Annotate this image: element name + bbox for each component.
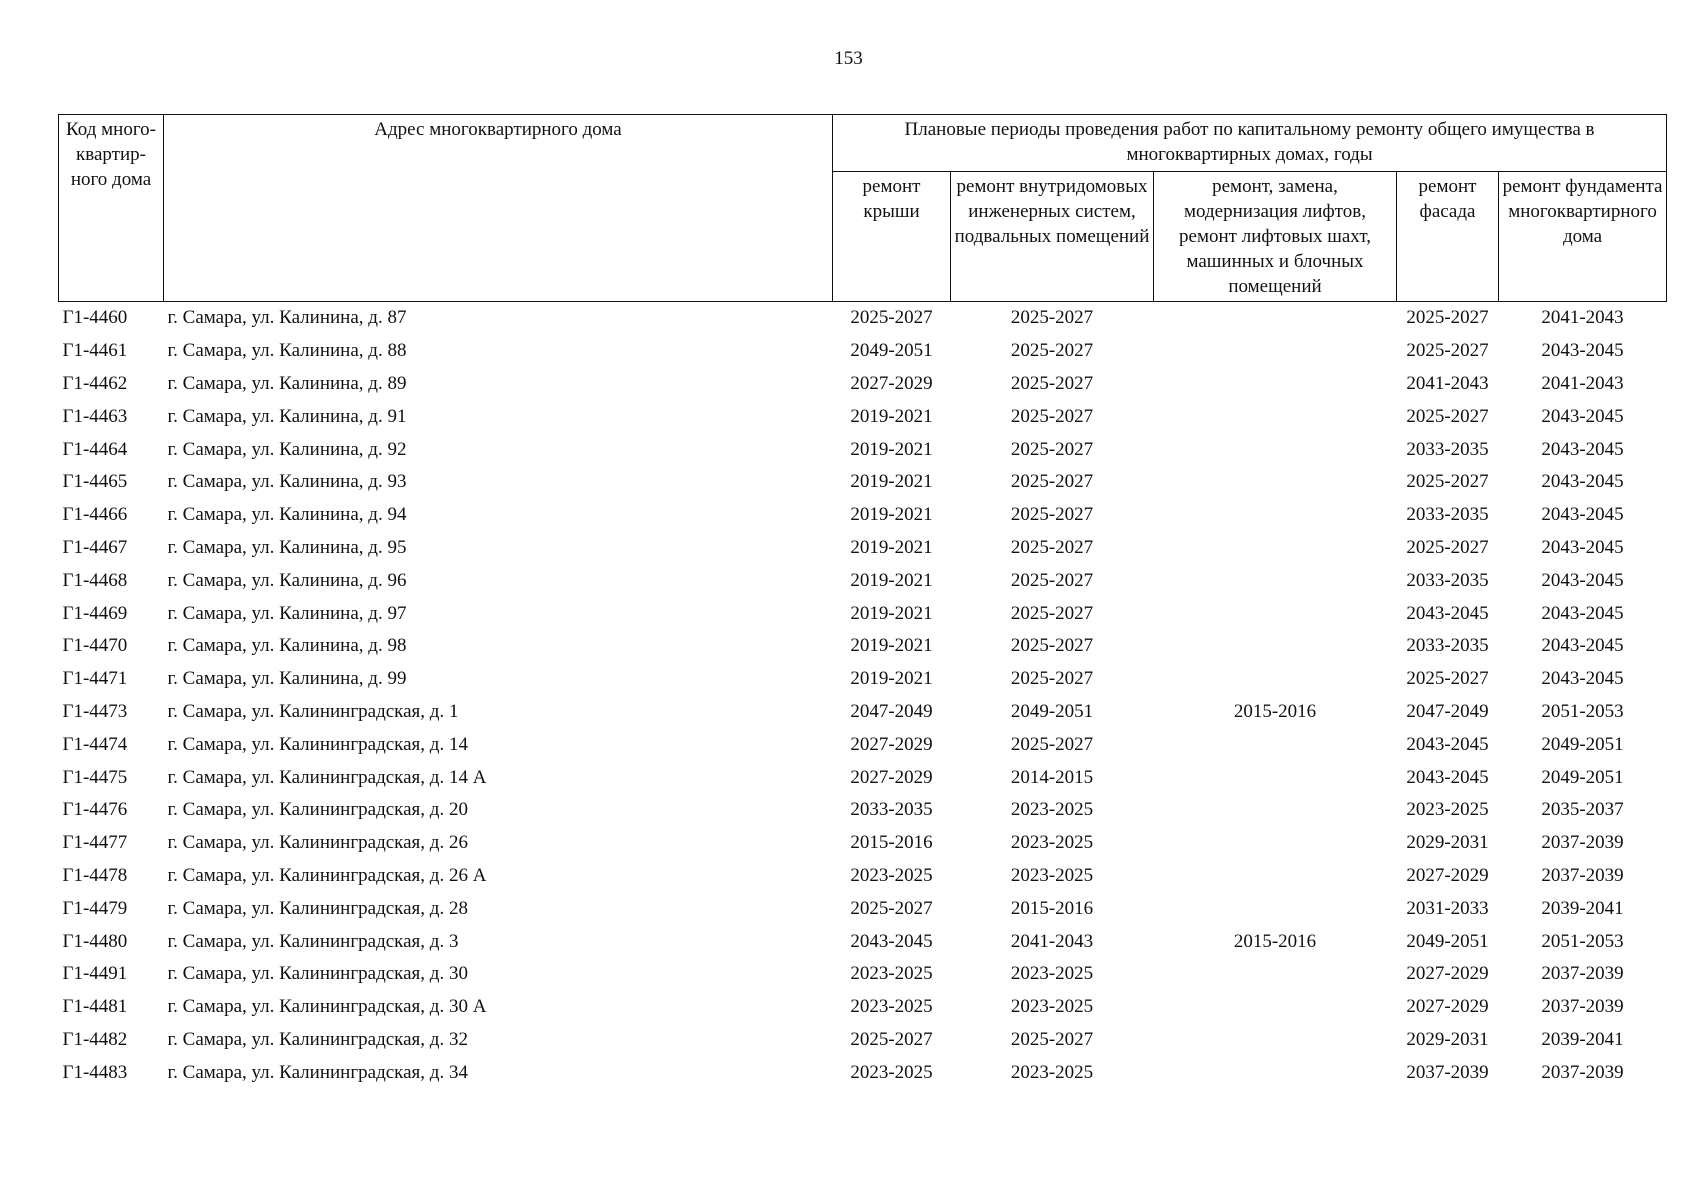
- cell-address: г. Самара, ул. Калининградская, д. 32: [167, 1028, 468, 1050]
- cell-facade: 2027-2029: [1406, 996, 1489, 1018]
- cell-elevators: [1154, 991, 1397, 1024]
- table-row: [59, 400, 1667, 433]
- cell-code: Г1-4478: [62, 864, 128, 886]
- cell-roof: 2023-2025: [850, 864, 933, 886]
- cell-roof: 2023-2025: [850, 963, 933, 985]
- cell-foundation: 2043-2045: [1541, 602, 1624, 624]
- cell-facade: 2043-2045: [1406, 602, 1489, 624]
- cell-roof: 2033-2035: [850, 799, 933, 821]
- table-row: [59, 991, 1667, 1024]
- cell-engineering: 2025-2027: [1010, 438, 1094, 460]
- cell-engineering: 2025-2027: [1010, 504, 1094, 526]
- cell-elevators: [1154, 433, 1397, 466]
- cell-elevators: [1154, 892, 1397, 925]
- cell-engineering: 2025-2027: [1010, 307, 1094, 329]
- cell-facade: 2037-2039: [1406, 1061, 1489, 1083]
- table-row: [59, 499, 1667, 532]
- cell-roof: 2019-2021: [850, 569, 933, 591]
- cell-code: Г1-4473: [62, 700, 128, 722]
- cell-engineering: 2023-2025: [1010, 832, 1094, 854]
- cell-code: Г1-4474: [62, 733, 128, 755]
- cell-facade: 2025-2027: [1406, 536, 1489, 558]
- header-facade: ремонт фасада: [1397, 172, 1499, 302]
- cell-facade: 2049-2051: [1406, 930, 1489, 952]
- cell-address: г. Самара, ул. Калининградская, д. 14: [167, 733, 468, 755]
- cell-code: Г1-4463: [62, 405, 128, 427]
- header-address: Адрес многоквартирного дома: [164, 115, 833, 302]
- cell-engineering: 2025-2027: [1010, 340, 1094, 362]
- cell-facade: 2029-2031: [1406, 1028, 1489, 1050]
- cell-elevators: [1154, 466, 1397, 499]
- cell-roof: 2019-2021: [850, 602, 933, 624]
- table-row: [59, 1024, 1667, 1057]
- cell-elevators: [1154, 827, 1397, 860]
- cell-address: г. Самара, ул. Калинина, д. 87: [167, 307, 407, 329]
- cell-facade: 2041-2043: [1406, 372, 1489, 394]
- cell-address: г. Самара, ул. Калинина, д. 98: [167, 635, 407, 657]
- cell-foundation: 2051-2053: [1541, 700, 1624, 722]
- table-row: [59, 860, 1667, 893]
- cell-code: Г1-4465: [62, 471, 128, 493]
- page-number: 153: [834, 48, 863, 69]
- cell-code: Г1-4481: [62, 996, 128, 1018]
- cell-foundation: 2037-2039: [1541, 963, 1624, 985]
- cell-foundation: 2043-2045: [1541, 536, 1624, 558]
- header-foundation: ремонт фундамента многоквартирного дома: [1499, 172, 1667, 302]
- cell-engineering: 2023-2025: [1010, 1061, 1094, 1083]
- cell-facade: 2033-2035: [1406, 569, 1489, 591]
- cell-code: Г1-4467: [62, 536, 128, 558]
- cell-facade: 2043-2045: [1406, 733, 1489, 755]
- cell-roof: 2023-2025: [850, 1061, 933, 1083]
- cell-elevators: 2015-2016: [1233, 930, 1317, 952]
- cell-engineering: 2023-2025: [1010, 799, 1094, 821]
- cell-engineering: 2025-2027: [1010, 602, 1094, 624]
- cell-roof: 2025-2027: [850, 1028, 933, 1050]
- cell-facade: 2033-2035: [1406, 504, 1489, 526]
- cell-code: Г1-4471: [62, 668, 128, 690]
- cell-foundation: 2043-2045: [1541, 668, 1624, 690]
- cell-address: г. Самара, ул. Калининградская, д. 34: [167, 1061, 468, 1083]
- cell-foundation: 2043-2045: [1541, 405, 1624, 427]
- cell-foundation: 2037-2039: [1541, 832, 1624, 854]
- cell-roof: 2023-2025: [850, 996, 933, 1018]
- cell-address: г. Самара, ул. Калининградская, д. 26: [167, 832, 468, 854]
- cell-roof: 2019-2021: [850, 438, 933, 460]
- cell-facade: 2025-2027: [1406, 405, 1489, 427]
- cell-engineering: 2025-2027: [1010, 536, 1094, 558]
- cell-code: Г1-4469: [62, 602, 128, 624]
- cell-code: Г1-4477: [62, 832, 128, 854]
- cell-engineering: 2025-2027: [1010, 1028, 1094, 1050]
- cell-foundation: 2041-2043: [1541, 307, 1624, 329]
- cell-elevators: [1154, 564, 1397, 597]
- cell-elevators: [1154, 499, 1397, 532]
- cell-elevators: [1154, 400, 1397, 433]
- cell-roof: 2047-2049: [850, 700, 933, 722]
- cell-address: г. Самара, ул. Калинина, д. 99: [167, 668, 407, 690]
- cell-code: Г1-4482: [62, 1028, 128, 1050]
- cell-facade: 2043-2045: [1406, 766, 1489, 788]
- cell-roof: 2019-2021: [850, 504, 933, 526]
- cell-address: г. Самара, ул. Калининградская, д. 30 А: [167, 996, 487, 1018]
- cell-engineering: 2025-2027: [1010, 471, 1094, 493]
- cell-engineering: 2025-2027: [1010, 405, 1094, 427]
- cell-foundation: 2043-2045: [1541, 471, 1624, 493]
- cell-elevators: [1154, 335, 1397, 368]
- header-elevators: ремонт, замена, модернизация лифтов, ремонт лифтовых шахт, машинных и блочных помещений: [1154, 172, 1397, 302]
- cell-facade: 2025-2027: [1406, 340, 1489, 362]
- cell-elevators: 2015-2016: [1233, 700, 1317, 722]
- cell-elevators: [1154, 663, 1397, 696]
- cell-code: Г1-4479: [62, 897, 128, 919]
- cell-engineering: 2025-2027: [1010, 635, 1094, 657]
- cell-elevators: [1154, 860, 1397, 893]
- table-row: [59, 335, 1667, 368]
- cell-engineering: 2025-2027: [1010, 668, 1094, 690]
- cell-elevators: [1154, 532, 1397, 565]
- header-engineering: ремонт внутридомовых инженерных систем, подвальных помещений: [951, 172, 1154, 302]
- header-planned-periods: Плановые периоды проведения работ по капитальному ремонту общего имущества в многоквартирных домах, годы: [833, 115, 1667, 172]
- cell-foundation: 2049-2051: [1541, 766, 1624, 788]
- cell-foundation: 2037-2039: [1541, 996, 1624, 1018]
- cell-facade: 2027-2029: [1406, 963, 1489, 985]
- table-row: [59, 532, 1667, 565]
- cell-roof: 2025-2027: [850, 897, 933, 919]
- cell-roof: 2019-2021: [850, 405, 933, 427]
- cell-foundation: 2049-2051: [1541, 733, 1624, 755]
- cell-address: г. Самара, ул. Калининградская, д. 14 А: [167, 766, 487, 788]
- cell-elevators: [1154, 761, 1397, 794]
- cell-facade: 2025-2027: [1406, 471, 1489, 493]
- cell-roof: 2027-2029: [850, 733, 933, 755]
- cell-elevators: [1154, 728, 1397, 761]
- cell-address: г. Самара, ул. Калининградская, д. 3: [167, 930, 459, 952]
- cell-facade: 2025-2027: [1406, 307, 1489, 329]
- table-row: [59, 696, 1667, 729]
- table-row: [59, 663, 1667, 696]
- repair-schedule-table: [58, 114, 1667, 1089]
- table-row: [59, 368, 1667, 401]
- cell-roof: 2015-2016: [850, 832, 933, 854]
- cell-address: г. Самара, ул. Калининградская, д. 30: [167, 963, 468, 985]
- cell-engineering: 2049-2051: [1010, 700, 1094, 722]
- cell-elevators: [1154, 1024, 1397, 1057]
- table-row: [59, 794, 1667, 827]
- cell-roof: 2049-2051: [850, 340, 933, 362]
- cell-address: г. Самара, ул. Калинина, д. 94: [167, 504, 407, 526]
- cell-address: г. Самара, ул. Калинина, д. 95: [167, 536, 407, 558]
- cell-foundation: 2039-2041: [1541, 1028, 1624, 1050]
- cell-engineering: 2023-2025: [1010, 996, 1094, 1018]
- cell-address: г. Самара, ул. Калинина, д. 96: [167, 569, 407, 591]
- cell-address: г. Самара, ул. Калининградская, д. 20: [167, 799, 468, 821]
- cell-foundation: 2037-2039: [1541, 1061, 1624, 1083]
- cell-foundation: 2051-2053: [1541, 930, 1624, 952]
- cell-roof: 2019-2021: [850, 668, 933, 690]
- table-row: [59, 827, 1667, 860]
- cell-address: г. Самара, ул. Калининградская, д. 1: [167, 700, 459, 722]
- cell-roof: 2027-2029: [850, 766, 933, 788]
- cell-foundation: 2035-2037: [1541, 799, 1624, 821]
- cell-roof: 2025-2027: [850, 307, 933, 329]
- cell-code: Г1-4460: [62, 307, 128, 329]
- cell-code: Г1-4464: [62, 438, 128, 460]
- cell-elevators: [1154, 368, 1397, 401]
- table-header: [59, 115, 1667, 302]
- cell-facade: 2027-2029: [1406, 864, 1489, 886]
- cell-foundation: 2039-2041: [1541, 897, 1624, 919]
- cell-engineering: 2023-2025: [1010, 963, 1094, 985]
- cell-facade: 2033-2035: [1406, 635, 1489, 657]
- table-row: [59, 564, 1667, 597]
- header-code: Код много-квартир-ного дома: [59, 115, 164, 302]
- cell-roof: 2019-2021: [850, 471, 933, 493]
- cell-foundation: 2041-2043: [1541, 372, 1624, 394]
- cell-foundation: 2043-2045: [1541, 635, 1624, 657]
- cell-address: г. Самара, ул. Калинина, д. 92: [167, 438, 407, 460]
- cell-code: Г1-4462: [62, 372, 128, 394]
- table-row: [59, 466, 1667, 499]
- cell-code: Г1-4466: [62, 504, 128, 526]
- cell-engineering: 2025-2027: [1010, 372, 1094, 394]
- cell-foundation: 2043-2045: [1541, 340, 1624, 362]
- cell-engineering: 2023-2025: [1010, 864, 1094, 886]
- cell-roof: 2027-2029: [850, 372, 933, 394]
- cell-foundation: 2043-2045: [1541, 504, 1624, 526]
- cell-elevators: [1154, 302, 1397, 335]
- cell-address: г. Самара, ул. Калинина, д. 89: [167, 372, 407, 394]
- cell-facade: 2023-2025: [1406, 799, 1489, 821]
- cell-code: Г1-4468: [62, 569, 128, 591]
- table-row: [59, 892, 1667, 925]
- table-row: [59, 1056, 1667, 1089]
- cell-foundation: 2037-2039: [1541, 864, 1624, 886]
- cell-facade: 2025-2027: [1406, 668, 1489, 690]
- cell-code: Г1-4461: [62, 340, 128, 362]
- cell-code: Г1-4480: [62, 930, 128, 952]
- cell-code: Г1-4470: [62, 635, 128, 657]
- cell-address: г. Самара, ул. Калинина, д. 93: [167, 471, 407, 493]
- cell-elevators: [1154, 1056, 1397, 1089]
- cell-engineering: 2025-2027: [1010, 733, 1094, 755]
- cell-engineering: 2015-2016: [1010, 897, 1094, 919]
- cell-engineering: 2014-2015: [1010, 766, 1094, 788]
- table-row: [59, 597, 1667, 630]
- cell-facade: 2029-2031: [1406, 832, 1489, 854]
- cell-elevators: [1154, 794, 1397, 827]
- cell-engineering: 2041-2043: [1010, 930, 1094, 952]
- cell-roof: 2043-2045: [850, 930, 933, 952]
- cell-address: г. Самара, ул. Калинина, д. 91: [167, 405, 407, 427]
- cell-foundation: 2043-2045: [1541, 569, 1624, 591]
- cell-code: Г1-4491: [62, 963, 128, 985]
- table-row: [59, 630, 1667, 663]
- cell-foundation: 2043-2045: [1541, 438, 1624, 460]
- cell-roof: 2019-2021: [850, 635, 933, 657]
- cell-code: Г1-4483: [62, 1061, 128, 1083]
- cell-facade: 2033-2035: [1406, 438, 1489, 460]
- cell-elevators: [1154, 958, 1397, 991]
- cell-elevators: [1154, 630, 1397, 663]
- header-roof: ремонт крыши: [833, 172, 951, 302]
- table-row: [59, 761, 1667, 794]
- cell-address: г. Самара, ул. Калининградская, д. 28: [167, 897, 468, 919]
- table-row: [59, 958, 1667, 991]
- cell-address: г. Самара, ул. Калининградская, д. 26 А: [167, 864, 487, 886]
- cell-address: г. Самара, ул. Калинина, д. 88: [167, 340, 407, 362]
- table-body: [59, 302, 1667, 1090]
- cell-engineering: 2025-2027: [1010, 569, 1094, 591]
- table-row: [59, 302, 1667, 335]
- table-row: [59, 433, 1667, 466]
- cell-facade: 2047-2049: [1406, 700, 1489, 722]
- cell-code: Г1-4476: [62, 799, 128, 821]
- cell-code: Г1-4475: [62, 766, 128, 788]
- cell-roof: 2019-2021: [850, 536, 933, 558]
- table-row: [59, 925, 1667, 958]
- cell-elevators: [1154, 597, 1397, 630]
- cell-address: г. Самара, ул. Калинина, д. 97: [167, 602, 407, 624]
- cell-facade: 2031-2033: [1406, 897, 1489, 919]
- table-row: [59, 728, 1667, 761]
